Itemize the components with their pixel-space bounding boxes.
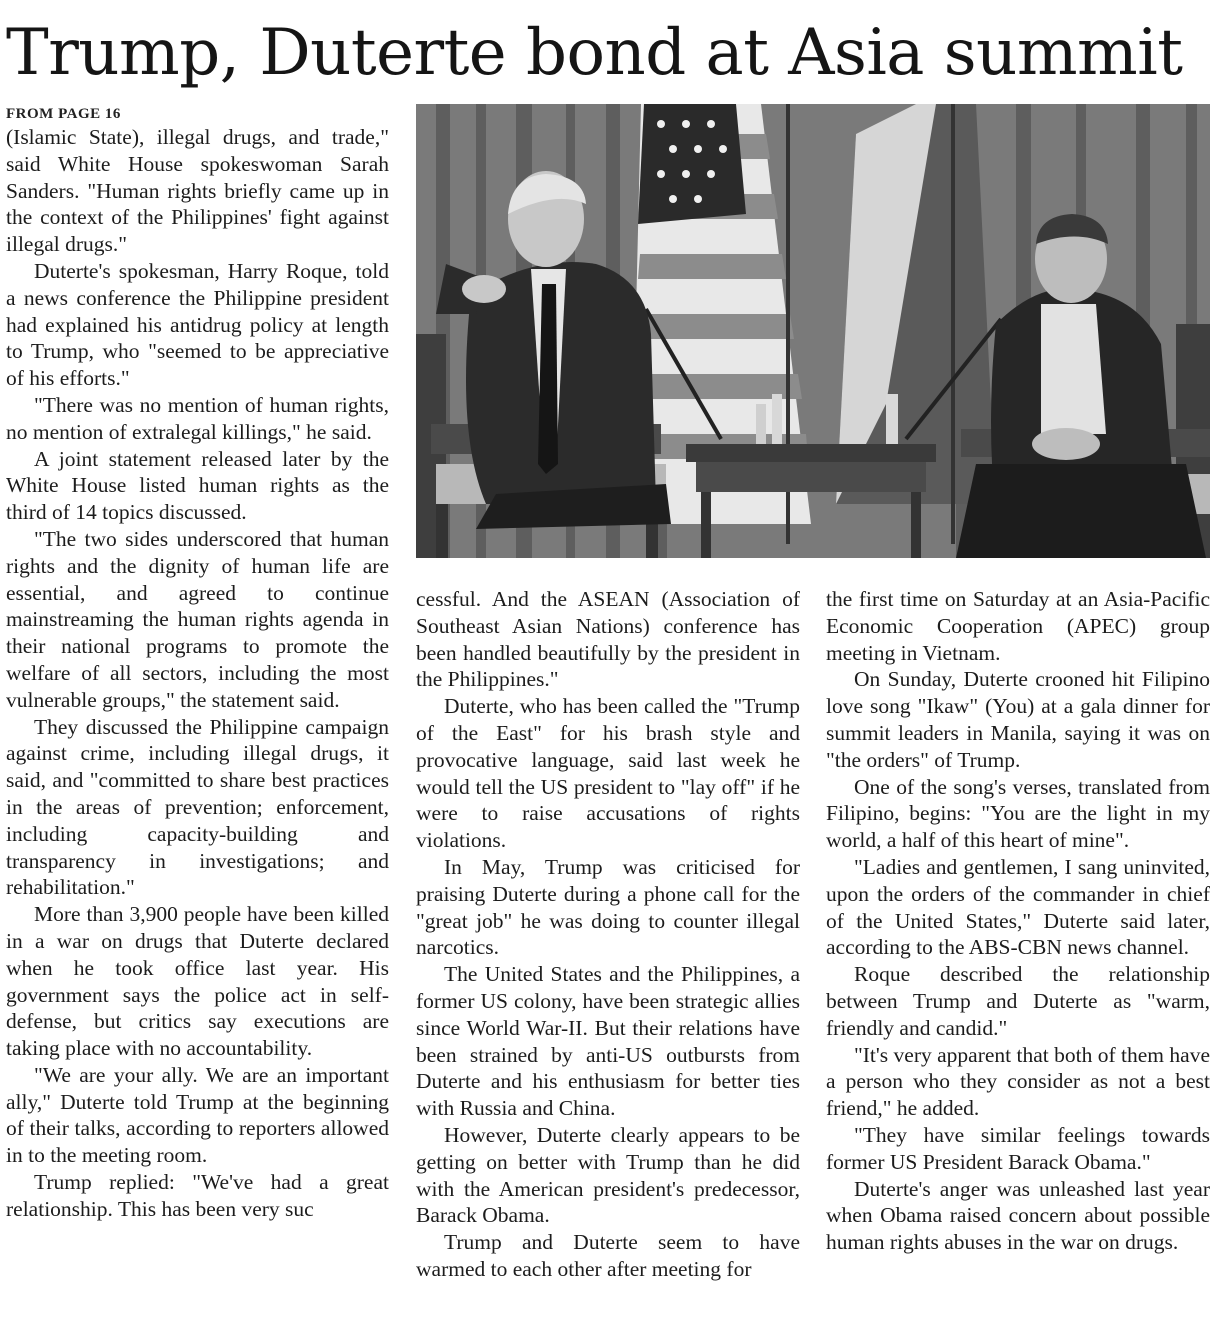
paragraph: Duterte's spokesman, Harry Roque, told a news conference the Philippine president had explained his antidrug policy at length to Trump, who "seemed to be appreciative of his efforts."	[6, 258, 389, 391]
paragraph: However, Duterte clearly appears to be getting on better with Trump than he did with the American president's predecessor, Barack Obama.	[416, 1122, 800, 1228]
paragraph: "The two sides underscored that human rights and the dignity of human life are essential, and agreed to continue mainstreaming the human rights agenda in their national programs to promote the welfare of all sectors, including the most vulnerable groups," the statement said.	[6, 526, 389, 712]
paragraph: Roque described the relationship between Trump and Duterte as "warm, friendly and candid."	[826, 962, 1210, 1040]
continued-from-kicker: FROM PAGE 16	[6, 106, 121, 122]
paragraph: "Ladies and gentlemen, I sang uninvited, upon the orders of the commander in chief of the United States," Duterte said later, according to the ABS-CBN news channel.	[826, 854, 1210, 960]
paragraph: In May, Trump was criticised for praising Duterte during a phone call for the "great job" he was doing to counter illegal narcotics.	[416, 854, 800, 960]
paragraph: The United States and the Philippines, a former US colony, have been strategic allies since World War-II. But their relations have been strained by anti-US outbursts from Duterte and his enthusiasm for better ties with Russia and China.	[416, 962, 800, 1121]
article-column-2	[416, 586, 800, 1306]
news-photo	[416, 104, 1210, 558]
paragraph: cessful. And the ASEAN (Association of Southeast Asian Nations) conference has been handled beautifully by the president in the Philippines."	[416, 587, 800, 692]
paragraph: A joint statement released later by the White House listed human rights as the third of 14 topics discussed.	[6, 446, 389, 525]
paragraph: On Sunday, Duterte crooned hit Filipino love song "Ikaw" (You) at a gala dinner for summit leaders in Manila, saying it was on "the orders" of Trump.	[826, 667, 1210, 772]
paragraph: One of the song's verses, translated from Filipino, begins: "You are the light in my world, a half of this heart of mine".	[826, 774, 1210, 853]
article-column-1	[6, 104, 389, 1309]
paragraph: Duterte, who has been called the "Trump of the East" for his brash style and provocative language, said last week he would tell the US president to "lay off" if he were to raise accusations of rights violations.	[416, 694, 800, 853]
paragraph: Trump replied: "We've had a great relationship. This has been very suc	[6, 1170, 389, 1221]
paragraph: "They have similar feelings towards former US President Barack Obama."	[826, 1122, 1210, 1174]
paragraph: "It's very apparent that both of them have a person who they consider as not a best friend," he added.	[826, 1042, 1210, 1121]
article-column-3	[826, 586, 1210, 1306]
paragraph: Duterte's anger was unleashed last year when Obama raised concern about possible human rights abuses in the war on drugs.	[826, 1176, 1210, 1255]
paragraph: "We are your ally. We are an important ally," Duterte told Trump at the beginning of their talks, according to reporters allowed in to the meeting room.	[6, 1062, 389, 1168]
paragraph: the first time on Saturday at an Asia-Pacific Economic Cooperation (APEC) group meeting in Vietnam.	[826, 587, 1210, 665]
paragraph: (Islamic State), illegal drugs, and trade," said White House spokeswoman Sarah Sanders. "Human rights briefly came up in the context of the Philippines' fight against illegal drugs."	[6, 125, 389, 257]
paragraph: They discussed the Philippine campaign against crime, including illegal drugs, it said, and "committed to share best practices in the areas of prevention; enforcement, including capacity-building and transparency in investigations; and rehabilitation."	[6, 714, 389, 900]
paragraph: More than 3,900 people have been killed in a war on drugs that Duterte declared when he took office last year. His government says the police act in self-defense, but critics say executions are taking place with no accountability.	[6, 902, 389, 1061]
headline: Trump, Duterte bond at Asia summit	[6, 16, 1183, 90]
paragraph: "There was no mention of human rights, no mention of extralegal killings," he said.	[6, 392, 389, 444]
paragraph: Trump and Duterte seem to have warmed to each other after meeting for	[416, 1230, 800, 1281]
